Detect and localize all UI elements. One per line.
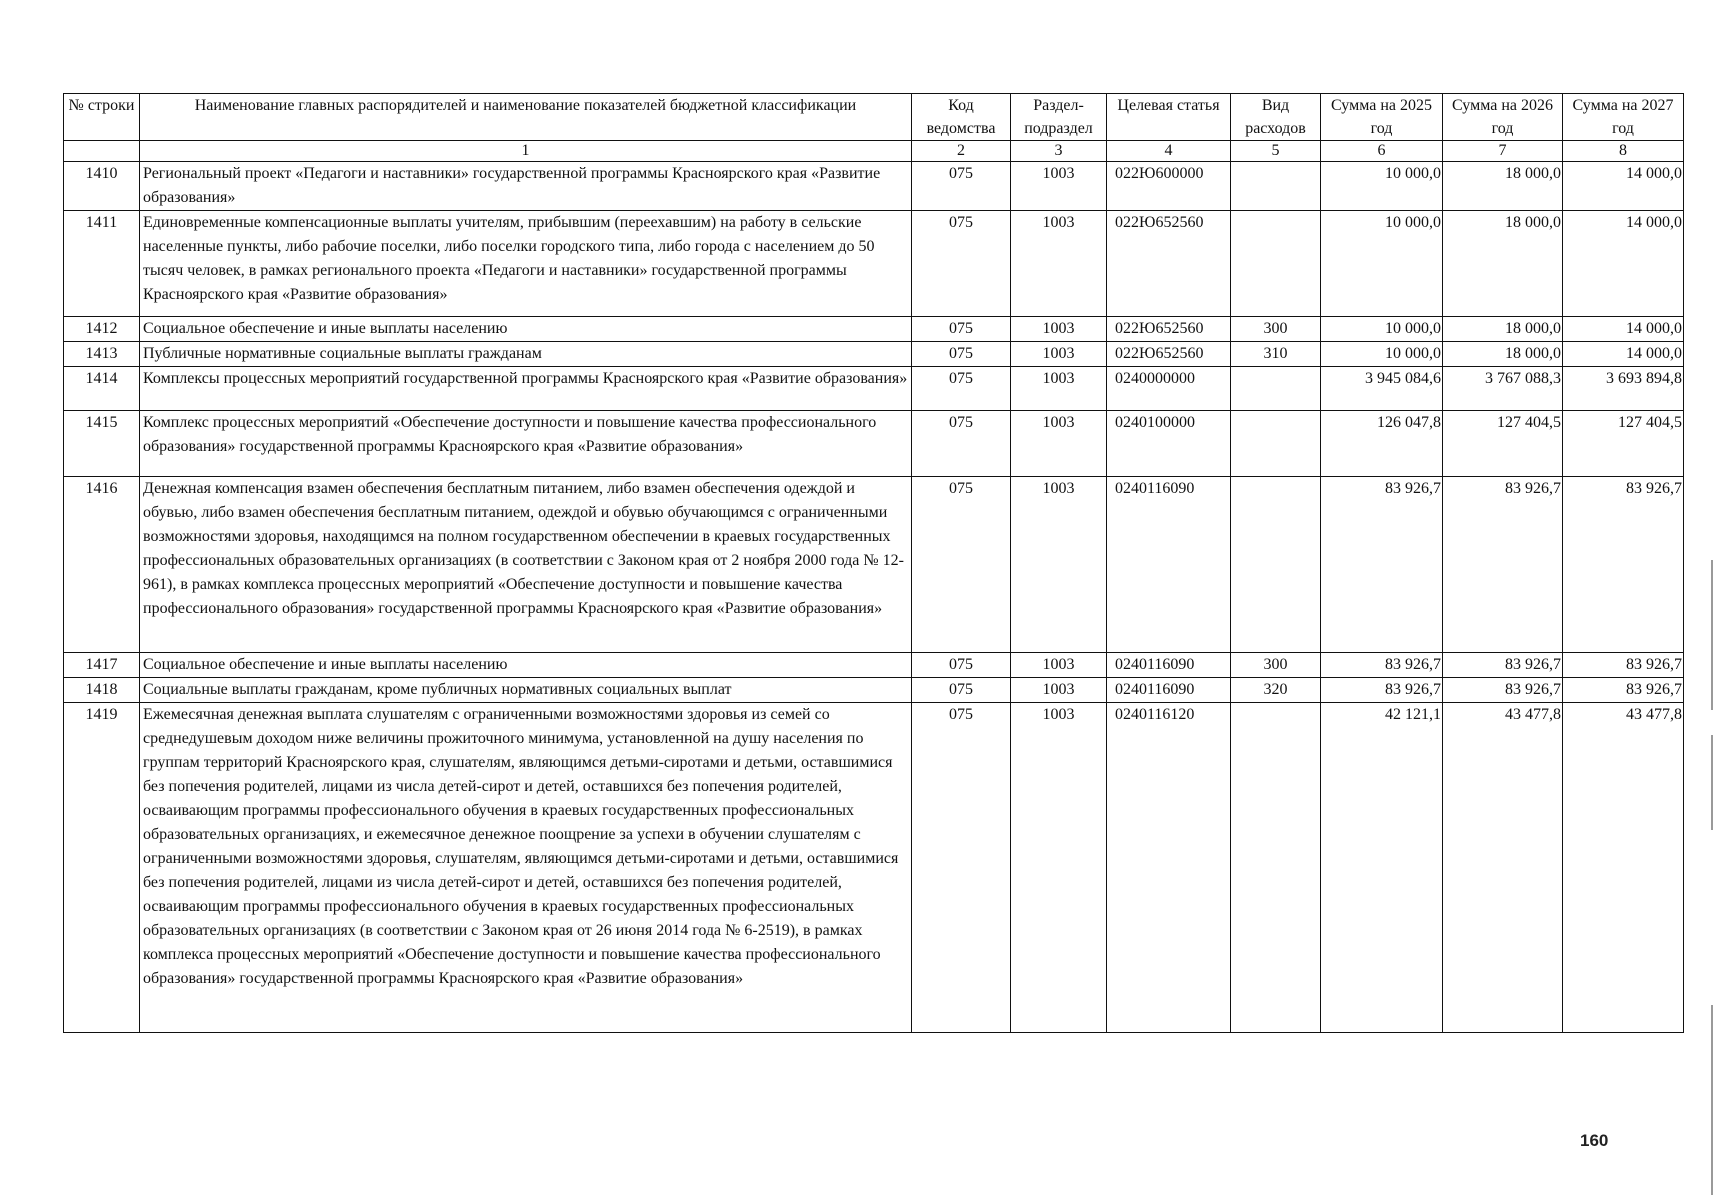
row-dept-code: 075 (912, 411, 1011, 477)
row-dept-code: 075 (912, 477, 1011, 653)
row-dept-code: 075 (912, 162, 1011, 211)
row-sum-2027: 43 477,8 (1563, 703, 1684, 1033)
header-dept-code: Код ведомства (912, 94, 1011, 141)
row-sum-2026: 18 000,0 (1443, 211, 1563, 317)
header-sum-2026: Сумма на 2026 год (1443, 94, 1563, 141)
row-sum-2025: 83 926,7 (1321, 653, 1443, 678)
table-row (64, 211, 1684, 317)
scan-edge-mark (1711, 560, 1713, 710)
table-row (64, 162, 1684, 211)
row-sum-2026: 83 926,7 (1443, 477, 1563, 653)
row-target: 0240000000 (1107, 367, 1231, 411)
row-name: Денежная компенсация взамен обеспечения бесплатным питанием, либо взамен обеспечения одеждой и обувью, либо взамен обеспечения бесплатным питанием, одеждой и обувью обучающимся с ограниченными возможностями здоровья, находящимся на полном государственном обеспечении в краевых государственных профессиональных образовательных организациях (в соответствии с Законом края от 2 ноября 2000 года № 12-961), в рамках комплекса процессных мероприятий «Обеспечение доступности и повышение качества профессионального образования» государственной программы Красноярского края «Развитие образования» (140, 477, 912, 653)
row-section: 1003 (1011, 211, 1107, 317)
row-sum-2026: 18 000,0 (1443, 317, 1563, 342)
row-section: 1003 (1011, 411, 1107, 477)
row-section: 1003 (1011, 477, 1107, 653)
row-sum-2027: 14 000,0 (1563, 342, 1684, 367)
row-dept-code: 075 (912, 211, 1011, 317)
row-target: 022Ю652560 (1107, 317, 1231, 342)
column-number: 3 (1011, 141, 1107, 162)
row-sum-2025: 126 047,8 (1321, 411, 1443, 477)
row-section: 1003 (1011, 653, 1107, 678)
row-number: 1419 (64, 703, 140, 1033)
row-number: 1412 (64, 317, 140, 342)
row-sum-2027: 3 693 894,8 (1563, 367, 1684, 411)
row-number: 1413 (64, 342, 140, 367)
row-sum-2026: 127 404,5 (1443, 411, 1563, 477)
row-target: 0240116120 (1107, 703, 1231, 1033)
row-dept-code: 075 (912, 703, 1011, 1033)
header-sum-2025: Сумма на 2025 год (1321, 94, 1443, 141)
row-target: 0240116090 (1107, 477, 1231, 653)
table-row (64, 411, 1684, 477)
row-sum-2026: 83 926,7 (1443, 678, 1563, 703)
row-name: Социальное обеспечение и иные выплаты населению (140, 653, 912, 678)
column-number: 2 (912, 141, 1011, 162)
row-name: Социальные выплаты гражданам, кроме публичных нормативных социальных выплат (140, 678, 912, 703)
scan-edge-mark (1711, 735, 1713, 830)
table-row (64, 317, 1684, 342)
row-sum-2026: 18 000,0 (1443, 162, 1563, 211)
row-sum-2027: 14 000,0 (1563, 317, 1684, 342)
column-number: 1 (140, 141, 912, 162)
row-sum-2025: 83 926,7 (1321, 477, 1443, 653)
column-number: 7 (1443, 141, 1563, 162)
row-number: 1418 (64, 678, 140, 703)
row-section: 1003 (1011, 162, 1107, 211)
row-expense-type: 300 (1231, 317, 1321, 342)
row-name: Социальное обеспечение и иные выплаты населению (140, 317, 912, 342)
row-sum-2025: 83 926,7 (1321, 678, 1443, 703)
row-name: Комплексы процессных мероприятий государственной программы Красноярского края «Развитие образования» (140, 367, 912, 411)
row-expense-type: 300 (1231, 653, 1321, 678)
row-dept-code: 075 (912, 653, 1011, 678)
row-expense-type (1231, 162, 1321, 211)
row-expense-type (1231, 411, 1321, 477)
row-dept-code: 075 (912, 678, 1011, 703)
column-number: 4 (1107, 141, 1231, 162)
row-name: Публичные нормативные социальные выплаты гражданам (140, 342, 912, 367)
table-row (64, 342, 1684, 367)
row-target: 022Ю600000 (1107, 162, 1231, 211)
row-sum-2025: 10 000,0 (1321, 162, 1443, 211)
row-name: Единовременные компенсационные выплаты учителям, прибывшим (переехавшим) на работу в сельские населенные пункты, либо рабочие поселки, либо поселки городского типа, либо города с населением до 50 тысяч человек, в рамках регионального проекта «Педагоги и наставники» государственной программы Красноярского края «Развитие образования» (140, 211, 912, 317)
table-row (64, 477, 1684, 653)
row-dept-code: 075 (912, 367, 1011, 411)
row-expense-type (1231, 367, 1321, 411)
row-sum-2027: 83 926,7 (1563, 477, 1684, 653)
column-number: 5 (1231, 141, 1321, 162)
budget-table (63, 93, 1684, 1033)
row-number: 1416 (64, 477, 140, 653)
header-section: Раздел-подраздел (1011, 94, 1107, 141)
row-target: 0240116090 (1107, 653, 1231, 678)
row-target: 0240100000 (1107, 411, 1231, 477)
header-row (64, 94, 1684, 141)
table-row (64, 678, 1684, 703)
row-sum-2027: 14 000,0 (1563, 211, 1684, 317)
row-sum-2026: 18 000,0 (1443, 342, 1563, 367)
row-expense-type (1231, 703, 1321, 1033)
table-row (64, 703, 1684, 1033)
scan-edge-mark (1711, 1005, 1713, 1195)
row-expense-type: 310 (1231, 342, 1321, 367)
row-number: 1410 (64, 162, 140, 211)
row-expense-type: 320 (1231, 678, 1321, 703)
row-expense-type (1231, 211, 1321, 317)
table-body (64, 141, 1684, 1033)
row-sum-2026: 43 477,8 (1443, 703, 1563, 1033)
row-number: 1414 (64, 367, 140, 411)
row-dept-code: 075 (912, 342, 1011, 367)
row-sum-2027: 83 926,7 (1563, 653, 1684, 678)
header-name: Наименование главных распорядителей и наименование показателей бюджетной классификации (140, 94, 912, 141)
row-sum-2027: 127 404,5 (1563, 411, 1684, 477)
row-dept-code: 075 (912, 317, 1011, 342)
header-sum-2027: Сумма на 2027 год (1563, 94, 1684, 141)
row-name: Комплекс процессных мероприятий «Обеспечение доступности и повышение качества профессионального образования» государственной программы Красноярского края «Развитие образования» (140, 411, 912, 477)
row-section: 1003 (1011, 342, 1107, 367)
row-section: 1003 (1011, 703, 1107, 1033)
row-sum-2026: 83 926,7 (1443, 653, 1563, 678)
row-sum-2027: 14 000,0 (1563, 162, 1684, 211)
row-section: 1003 (1011, 678, 1107, 703)
header-row-no: № строки (64, 94, 140, 141)
row-target: 0240116090 (1107, 678, 1231, 703)
row-section: 1003 (1011, 367, 1107, 411)
header-target: Целевая статья (1107, 94, 1231, 141)
row-name: Ежемесячная денежная выплата слушателям с ограниченными возможностями здоровья из семей со среднедушевым доходом ниже величины прожиточного минимума, установленной на душу населения по группам территорий Красноярского края, слушателям, являющимся детьми-сиротами и детьми, оставшимися без попечения родителей, лицами из числа детей-сирот и детей, оставшихся без попечения родителей, осваивающим программы профессионального обучения в краевых государственных профессиональных образовательных организациях, и ежемесячное денежное поощрение за успехи в обучении слушателям с ограниченными возможностями здоровья, слушателям, являющимся детьми-сиротами и детьми, оставшимися без попечения родителей, лицами из числа детей-сирот и детей, оставшихся без попечения родителей, осваивающим программы профессионального обучения в краевых государственных профессиональных образовательных организациях (в соответствии с Законом края от 26 июня 2014 года № 6-2519), в рамках комплекса процессных мероприятий «Обеспечение доступности и повышение качества профессионального образования» государственной программы Красноярского края «Развитие образования» (140, 703, 912, 1033)
row-sum-2025: 10 000,0 (1321, 211, 1443, 317)
column-number-row (64, 141, 1684, 162)
row-target: 022Ю652560 (1107, 342, 1231, 367)
row-target: 022Ю652560 (1107, 211, 1231, 317)
row-sum-2025: 42 121,1 (1321, 703, 1443, 1033)
table-row (64, 653, 1684, 678)
column-number (64, 141, 140, 162)
row-number: 1417 (64, 653, 140, 678)
page-number: 160 (1580, 1131, 1609, 1150)
row-sum-2025: 10 000,0 (1321, 317, 1443, 342)
header-expense-type: Вид расходов (1231, 94, 1321, 141)
row-expense-type (1231, 477, 1321, 653)
row-sum-2025: 3 945 084,6 (1321, 367, 1443, 411)
column-number: 8 (1563, 141, 1684, 162)
row-sum-2027: 83 926,7 (1563, 678, 1684, 703)
row-number: 1415 (64, 411, 140, 477)
row-section: 1003 (1011, 317, 1107, 342)
row-number: 1411 (64, 211, 140, 317)
row-sum-2026: 3 767 088,3 (1443, 367, 1563, 411)
row-name: Региональный проект «Педагоги и наставники» государственной программы Красноярского края «Развитие образования» (140, 162, 912, 211)
table-row (64, 367, 1684, 411)
row-sum-2025: 10 000,0 (1321, 342, 1443, 367)
column-number: 6 (1321, 141, 1443, 162)
